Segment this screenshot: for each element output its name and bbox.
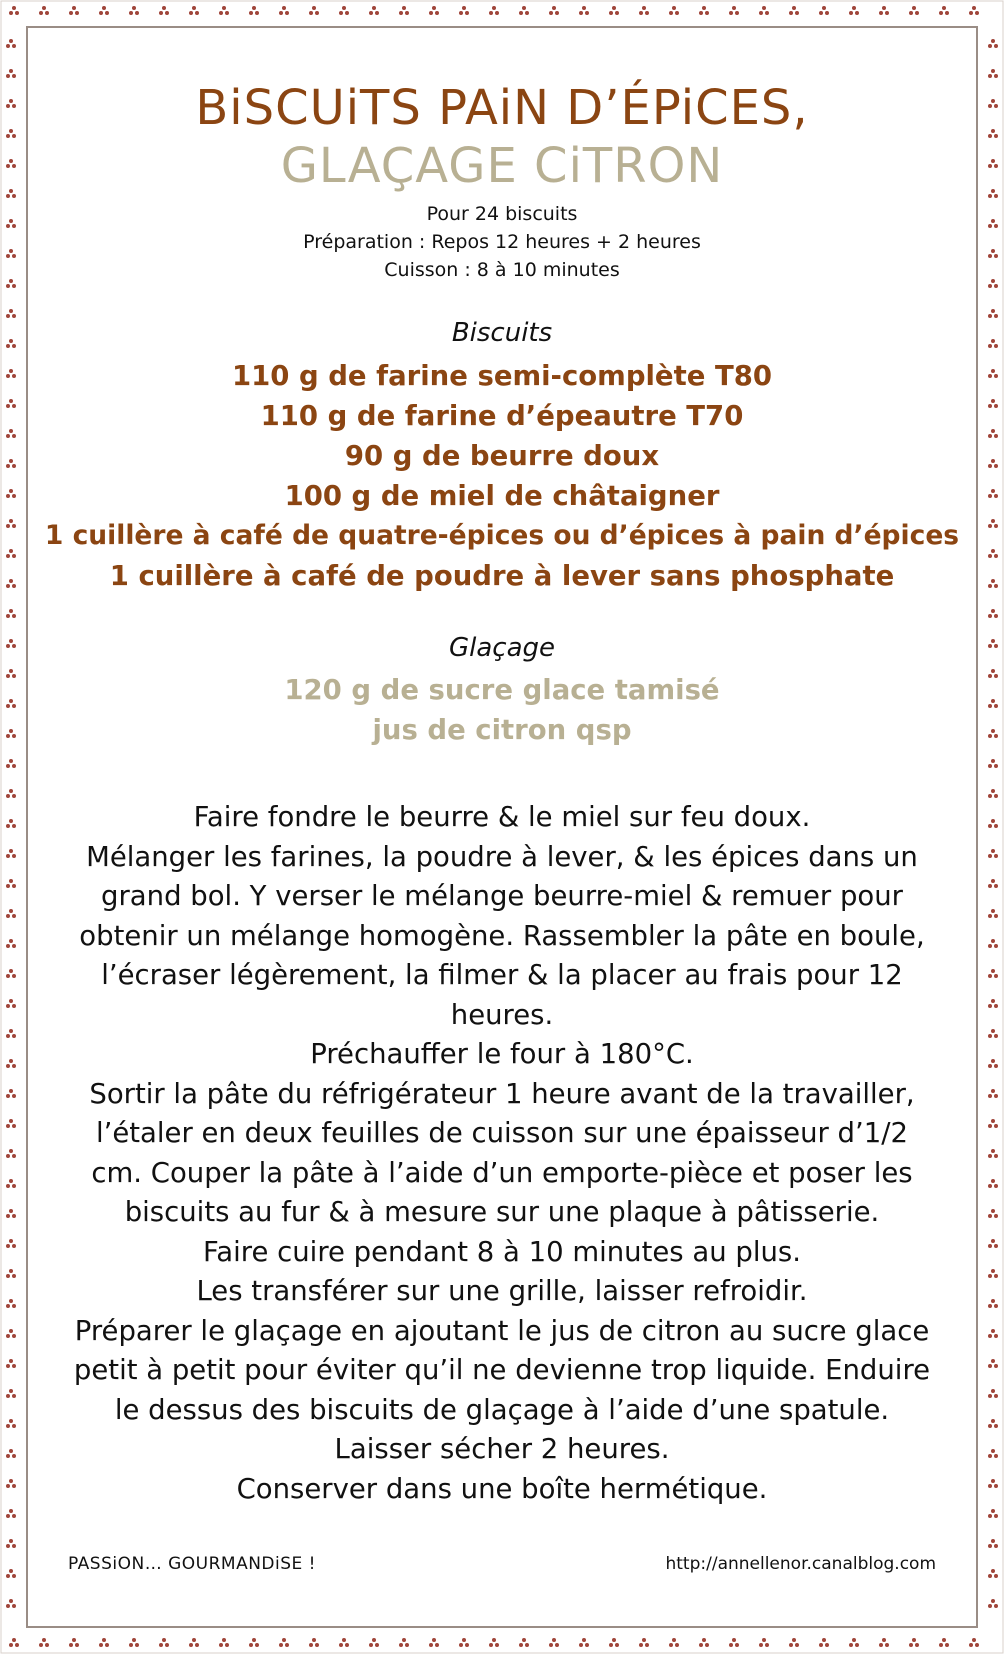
border-dot-cluster (988, 1569, 998, 1578)
border-dot-cluster (988, 309, 998, 318)
recipe-title-line2: GLAÇAGE CiTRON (280, 138, 724, 194)
border-dot-cluster (879, 1638, 889, 1647)
border-dot-cluster (579, 6, 589, 15)
border-dot-cluster (969, 1638, 979, 1647)
border-dot-cluster (988, 1479, 998, 1488)
border-dot-cluster (6, 1419, 16, 1428)
border-dot-cluster (6, 1389, 16, 1398)
cooking-time: Cuisson : 8 à 10 minutes (384, 259, 620, 281)
ingredient: 120 g de sucre glace tamisé (284, 674, 720, 706)
border-dot-cluster (9, 6, 19, 15)
border-dot-cluster (189, 6, 199, 15)
border-dot-cluster (549, 1638, 559, 1647)
servings: Pour 24 biscuits (426, 203, 578, 225)
border-dot-cluster (219, 1638, 229, 1647)
border-dot-cluster (988, 1419, 998, 1428)
border-dot-cluster (249, 1638, 259, 1647)
border-dot-cluster (489, 6, 499, 15)
border-dot-cluster (988, 519, 998, 528)
border-dot-cluster (6, 819, 16, 828)
border-dot-cluster (759, 1638, 769, 1647)
instruction-step: Faire fondre le beurre & le miel sur feu doux. (193, 801, 811, 833)
border-dot-cluster (988, 429, 998, 438)
border-dot-cluster (988, 279, 998, 288)
border-dot-cluster (699, 1638, 709, 1647)
border-dot-cluster (6, 459, 16, 468)
border-dot-cluster (988, 39, 998, 48)
border-dot-cluster (489, 1638, 499, 1647)
border-dot-cluster (988, 249, 998, 258)
border-dot-cluster (579, 1638, 589, 1647)
border-dot-cluster (669, 1638, 679, 1647)
border-dot-cluster (988, 729, 998, 738)
border-dot-cluster (99, 6, 109, 15)
border-dot-cluster (988, 189, 998, 198)
border-dot-cluster (988, 1179, 998, 1188)
border-dot-cluster (6, 1269, 16, 1278)
border-dot-cluster (988, 1359, 998, 1368)
border-dot-cluster (988, 579, 998, 588)
ingredient: 110 g de farine semi-complète T80 (232, 360, 772, 392)
border-dot-cluster (819, 1638, 829, 1647)
border-dot-cluster (6, 1119, 16, 1128)
border-dot-cluster (6, 789, 16, 798)
border-dot-cluster (6, 189, 16, 198)
biscuits-ingredients (28, 356, 976, 596)
border-dot-cluster (639, 6, 649, 15)
border-dot-cluster (969, 6, 979, 15)
border-dot-cluster (988, 1059, 998, 1068)
border-dot-cluster (909, 6, 919, 15)
border-dot-cluster (988, 1449, 998, 1458)
glacage-heading: Glaçage (448, 633, 556, 663)
border-dot-cluster (6, 1089, 16, 1098)
border-dot-cluster (6, 1059, 16, 1068)
border-dot-cluster (789, 1638, 799, 1647)
border-dot-cluster (129, 1638, 139, 1647)
border-dot-cluster (988, 879, 998, 888)
border-dot-cluster (988, 1539, 998, 1548)
border-dot-cluster (9, 1638, 19, 1647)
border-dot-cluster (988, 759, 998, 768)
border-dot-cluster (339, 6, 349, 15)
border-dot-cluster (988, 129, 998, 138)
border-dot-cluster (729, 1638, 739, 1647)
border-dot-cluster (6, 1599, 16, 1608)
border-dot-cluster (399, 6, 409, 15)
border-dot-cluster (988, 1599, 998, 1608)
border-dot-cluster (6, 1299, 16, 1308)
border-dot-cluster (699, 6, 709, 15)
border-dot-cluster (519, 1638, 529, 1647)
border-dot-cluster (988, 1089, 998, 1098)
border-dot-cluster (988, 639, 998, 648)
border-dot-cluster (6, 1209, 16, 1218)
border-dot-cluster (6, 69, 16, 78)
instruction-step: Sortir la pâte du réfrigérateur 1 heure avant de la travailler, l’étaler en deux feuilles de cuisson sur une épaisseur d’1/2 cm. Couper la pâte à l’aide d’un emporte-pièce et poser les biscuits au fur & à mesure sur une plaque à pâtisserie. (89, 1077, 915, 1228)
border-dot-cluster (6, 699, 16, 708)
border-dot-cluster (6, 759, 16, 768)
border-dot-cluster (6, 1149, 16, 1158)
border-dot-cluster (988, 69, 998, 78)
border-dot-cluster (939, 6, 949, 15)
footer-tagline: PASSiON… GOURMANDiSE ! (68, 1554, 316, 1574)
border-dot-cluster (939, 1638, 949, 1647)
ingredient: jus de citron qsp (372, 714, 632, 746)
instruction-step: Les transférer sur une grille, laisser refroidir. (196, 1275, 808, 1307)
border-dot-cluster (988, 669, 998, 678)
border-dot-cluster (988, 609, 998, 618)
border-dot-cluster (309, 1638, 319, 1647)
instruction-step: Faire cuire pendant 8 à 10 minutes au plus. (202, 1235, 801, 1268)
recipe-meta (28, 200, 976, 284)
instruction-step: Conserver dans une boîte hermétique. (236, 1472, 768, 1505)
border-dot-cluster (189, 1638, 199, 1647)
border-dot-cluster (988, 339, 998, 348)
border-dot-cluster (459, 1638, 469, 1647)
border-dot-cluster (369, 6, 379, 15)
preparation-time: Préparation : Repos 12 heures + 2 heures (303, 231, 701, 253)
border-dot-cluster (639, 1638, 649, 1647)
instruction-step: Préparer le glaçage en ajoutant le jus de citron au sucre glace petit à petit pour éviter qu’il ne devienne trop liquide. Enduire le dessus des biscuits de glaçage à l’aide d’une spatule. Laisser sécher 2 heures. (73, 1314, 931, 1465)
border-dot-cluster (988, 99, 998, 108)
border-dot-cluster (339, 1638, 349, 1647)
border-dot-cluster (219, 6, 229, 15)
ingredient: 90 g de beurre doux (344, 440, 660, 472)
border-dot-cluster (6, 1509, 16, 1518)
border-dot-cluster (6, 399, 16, 408)
border-dot-cluster (6, 1569, 16, 1578)
border-dot-cluster (789, 6, 799, 15)
border-dot-cluster (369, 1638, 379, 1647)
instruction-step: Mélanger les farines, la poudre à lever, & les épices dans un grand bol. Y verser le mélange beurre-miel & remuer pour obtenir un mélange homogène. Rassembler la pâte en boule, l’écraser légèrement, la filmer & la placer au frais pour 12 heures. (79, 840, 925, 1031)
border-dot-cluster (6, 489, 16, 498)
border-dot-cluster (69, 6, 79, 15)
border-dot-cluster (988, 1239, 998, 1248)
border-dot-cluster (759, 6, 769, 15)
border-dot-cluster (909, 1638, 919, 1647)
ingredient: 1 cuillère à café de poudre à lever sans phosphate (109, 560, 895, 592)
border-dot-cluster (988, 909, 998, 918)
border-dot-cluster (6, 669, 16, 678)
border-dot-cluster (249, 6, 259, 15)
border-dot-cluster (988, 999, 998, 1008)
border-dot-cluster (99, 1638, 109, 1647)
border-dot-cluster (988, 819, 998, 828)
border-dot-cluster (6, 429, 16, 438)
border-dot-cluster (6, 369, 16, 378)
border-dot-cluster (279, 1638, 289, 1647)
border-dot-cluster (6, 1029, 16, 1038)
border-dot-cluster (6, 1539, 16, 1548)
border-dot-cluster (309, 6, 319, 15)
border-dot-cluster (6, 909, 16, 918)
border-dot-cluster (519, 6, 529, 15)
footer-url: http://annellenor.canalblog.com (665, 1554, 936, 1574)
border-dot-cluster (988, 1149, 998, 1158)
border-dot-cluster (6, 609, 16, 618)
border-dot-cluster (988, 1029, 998, 1038)
border-dot-cluster (609, 6, 619, 15)
border-dot-cluster (6, 879, 16, 888)
border-dot-cluster (549, 6, 559, 15)
border-dot-cluster (39, 6, 49, 15)
border-dot-cluster (6, 159, 16, 168)
border-dot-cluster (6, 249, 16, 258)
border-dot-cluster (6, 219, 16, 228)
border-dot-cluster (988, 219, 998, 228)
border-dot-cluster (6, 639, 16, 648)
ingredient: 110 g de farine d’épeautre T70 (260, 400, 744, 432)
border-dot-cluster (988, 159, 998, 168)
border-dot-cluster (6, 849, 16, 858)
border-dot-cluster (988, 789, 998, 798)
border-dot-cluster (6, 519, 16, 528)
glacage-ingredients (28, 670, 976, 750)
border-dot-cluster (988, 459, 998, 468)
border-dot-cluster (6, 309, 16, 318)
recipe-title-line1: BiSCUiTS PAiN D’ÉPiCES, (195, 80, 809, 136)
border-dot-cluster (6, 1479, 16, 1488)
border-dot-cluster (988, 1329, 998, 1338)
border-dot-cluster (6, 39, 16, 48)
border-dot-cluster (988, 699, 998, 708)
border-dot-cluster (159, 1638, 169, 1647)
border-dot-cluster (6, 1359, 16, 1368)
border-dot-cluster (6, 549, 16, 558)
border-dot-cluster (6, 729, 16, 738)
border-dot-cluster (6, 939, 16, 948)
border-dot-cluster (6, 969, 16, 978)
biscuits-heading: Biscuits (451, 318, 553, 348)
border-dot-cluster (69, 1638, 79, 1647)
border-dot-cluster (669, 6, 679, 15)
border-dot-cluster (6, 1239, 16, 1248)
border-dot-cluster (988, 1269, 998, 1278)
border-dot-cluster (988, 1209, 998, 1218)
border-dot-cluster (6, 339, 16, 348)
border-dot-cluster (988, 369, 998, 378)
ingredient: 100 g de miel de châtaigner (284, 480, 720, 512)
instructions (68, 798, 936, 1509)
border-dot-cluster (429, 6, 439, 15)
border-dot-cluster (459, 6, 469, 15)
border-dot-cluster (988, 489, 998, 498)
border-dot-cluster (988, 399, 998, 408)
ingredient: 1 cuillère à café de quatre-épices ou d’épices à pain d’épices (44, 520, 960, 551)
border-dot-cluster (729, 6, 739, 15)
border-dot-cluster (988, 549, 998, 558)
border-dot-cluster (609, 1638, 619, 1647)
border-dot-cluster (988, 849, 998, 858)
border-dot-cluster (6, 129, 16, 138)
border-dot-cluster (849, 1638, 859, 1647)
border-dot-cluster (6, 1449, 16, 1458)
border-dot-cluster (6, 1179, 16, 1188)
border-dot-cluster (399, 1638, 409, 1647)
border-dot-cluster (879, 6, 889, 15)
border-dot-cluster (6, 279, 16, 288)
border-dot-cluster (429, 1638, 439, 1647)
border-dot-cluster (6, 999, 16, 1008)
border-dot-cluster (39, 1638, 49, 1647)
border-dot-cluster (819, 6, 829, 15)
border-dot-cluster (849, 6, 859, 15)
border-dot-cluster (988, 1509, 998, 1518)
border-dot-cluster (988, 1119, 998, 1128)
border-dot-cluster (159, 6, 169, 15)
border-dot-cluster (279, 6, 289, 15)
instruction-step: Préchauffer le four à 180°C. (310, 1038, 694, 1070)
border-dot-cluster (988, 1389, 998, 1398)
border-dot-cluster (6, 579, 16, 588)
border-dot-cluster (129, 6, 139, 15)
border-dot-cluster (6, 1329, 16, 1338)
border-dot-cluster (988, 1299, 998, 1308)
border-dot-cluster (988, 939, 998, 948)
border-dot-cluster (988, 969, 998, 978)
border-dot-cluster (6, 99, 16, 108)
recipe-card (28, 28, 976, 1626)
